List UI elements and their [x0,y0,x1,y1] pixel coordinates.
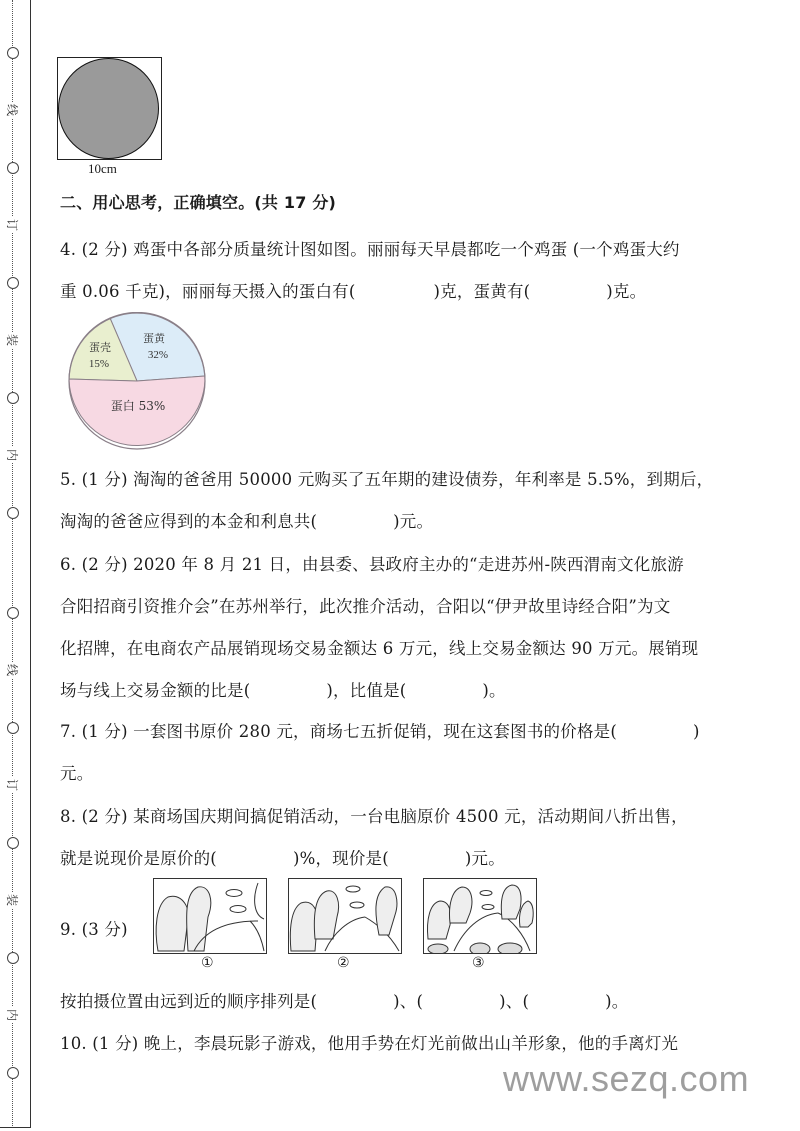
binding-hole-icon [7,47,19,59]
pie-label-yolk-pct: 32% [147,349,169,361]
pie-label-yolk-name: 蛋黄 [143,332,165,345]
binding-hole-icon [7,507,19,519]
square-side-label: 10cm [88,161,117,176]
pie-label-shell-pct: 15% [88,358,110,370]
q6-line4: 场与线上交易金额的比是( )，比值是( )。 [60,681,506,700]
scene-photo-3 [423,878,537,954]
q6-line1: 6. (2 分) 2020 年 8 月 21 日，由县委、县政府主办的“走进苏州-陕西渭南文化旅游 [60,555,684,574]
binding-margin-label: 线 [5,103,19,116]
binding-margin-label: 线 [5,663,19,676]
circle-in-square-figure [57,57,162,160]
binding-hole-icon [7,162,19,174]
q5-line2: 淘淘的爸爸应得到的本金和利息共( )元。 [60,512,434,531]
q8-line2: 就是说现价是原价的( )%，现价是( )元。 [60,849,505,868]
binding-border-foot [0,1127,31,1128]
binding-hole-icon [7,952,19,964]
binding-margin-label: 装 [5,333,19,346]
binding-hole-icon [7,607,19,619]
binding-margin-label: 订 [5,778,19,791]
q7-line1: 7. (1 分) 一套图书原价 280 元，商场七五折促销，现在这套图书的价格是( ) [60,722,700,741]
q9-label: 9. (3 分) [60,920,128,939]
q7-line2: 元。 [60,764,94,783]
binding-margin-label: 订 [5,218,19,231]
binding-border-line [30,0,31,1128]
binding-hole-icon [7,1067,19,1079]
binding-margin [0,0,32,1131]
binding-hole-icon [7,837,19,849]
binding-margin-label: 装 [5,893,19,906]
scene-photo-2-number: ② [337,955,350,971]
scene-photo-1-number: ① [201,955,214,971]
q9-line2: 按拍摄位置由远到近的顺序排列是( )、( )、( )。 [60,992,629,1011]
q10-line1: 10. (1 分) 晚上，李晨玩影子游戏，他用手势在灯光前做出山羊形象，他的手离灯光 [60,1034,679,1053]
q6-line2: 合阳招商引资推介会”在苏州举行，此次推介活动，合阳以“伊尹故里诗经合阳”为文 [60,597,671,616]
egg-composition-pie-chart [68,312,210,452]
pie-label-shell-name: 蛋壳 [89,341,111,354]
q4-line2: 重 0.06 千克)，丽丽每天摄入的蛋白有( )克，蛋黄有( )克。 [60,282,647,301]
q8-line1: 8. (2 分) 某商场国庆期间搞促销活动，一台电脑原价 4500 元，活动期间八折出售， [60,807,688,826]
binding-margin-label: 内 [5,1008,19,1021]
watermark: www.sezq.com [503,1058,750,1099]
pie-label-white: 蛋白 53% [110,399,166,413]
q6-line3: 化招牌，在电商农产品展销现场交易金额达 6 万元，线上交易金额达 90 万元。展销现 [60,639,699,658]
q4-line1: 4. (2 分) 鸡蛋中各部分质量统计图如图。丽丽每天早晨都吃一个鸡蛋 (一个鸡蛋大约 [60,240,680,259]
scene-photo-3-number: ③ [472,955,485,971]
binding-hole-icon [7,722,19,734]
shaded-circle [58,58,159,159]
section-heading: 二、用心思考，正确填空。(共 17 分) [60,193,337,212]
scene-photo-2 [288,878,402,954]
q5-line1: 5. (1 分) 淘淘的爸爸用 50000 元购买了五年期的建设债券，年利率是 5.5%，到期后， [60,470,714,489]
binding-margin-label: 内 [5,448,19,461]
binding-hole-icon [7,392,19,404]
binding-hole-icon [7,277,19,289]
scene-photo-1 [153,878,267,954]
